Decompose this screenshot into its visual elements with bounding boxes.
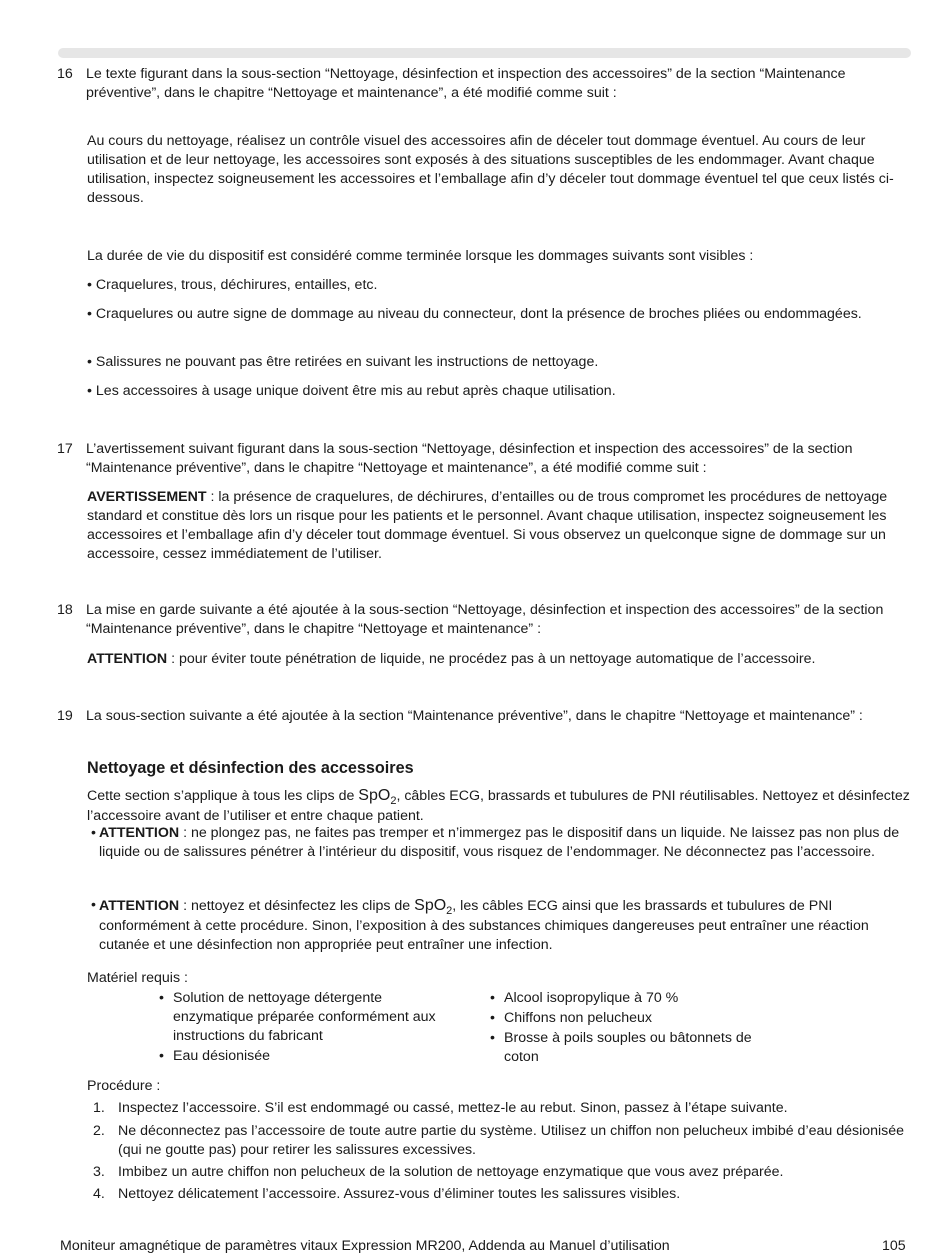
list-item: • Alcool isopropylique à 70 % (490, 990, 679, 1006)
paragraph-intro: La durée de vie du dispositif est considéré comme terminée lorsque les dommages suivants sont visibles : (87, 248, 754, 264)
section-heading: Nettoyage et désinfection des accessoires (87, 759, 414, 777)
footer-title: Moniteur amagnétique de paramètres vitaux Expression MR200, Addenda au Manuel d’utilisation (60, 1238, 670, 1254)
procedure-step: 4. Nettoyez délicatement l’accessoire. Assurez-vous d’éliminer toutes les salissures visibles. (93, 1186, 681, 1202)
procedure-step: 2. Ne déconnectez pas l’accessoire de toute autre partie du système. Utilisez un chiffon non pelucheux imbibé d’eau désionisée (qui ne goutte pas) pour retirer les salissures excessives. (93, 1123, 905, 1158)
item-number: 19 (57, 708, 73, 724)
bullet-item: • Craquelures ou autre signe de dommage au niveau du connecteur, dont la présence de broches pliées ou endommagées. (87, 306, 862, 322)
item-text: L’avertissement suivant figurant dans la sous-section “Nettoyage, désinfection et inspection des accessoires” de la section “Maintenance préventive”, dans le chapitre “Nettoyage et maintenance”, a été modifié comme suit : (86, 441, 853, 476)
caution-label: ATTENTION (87, 651, 168, 667)
materials-list-left (159, 989, 464, 1067)
caution-text: : pour éviter toute pénétration de liquide, ne procédez pas à un nettoyage automatique de l’accessoire. (167, 651, 816, 667)
caution-bullet (91, 824, 913, 862)
bullet-item: • Les accessoires à usage unique doivent être mis au rebut après chaque utilisation. (87, 383, 616, 399)
page-number: 105 (882, 1238, 906, 1254)
paragraph: Au cours du nettoyage, réalisez un contrôle visuel des accessoires afin de déceler tout dommage éventuel. Au cours de leur utilisation et de leur nettoyage, les accessoires sont exposés à des situations susceptibles de les endommager. Avant chaque utilisation, inspectez soigneusement les accessoires et l’emballage afin d’y déceler tout dommage éventuel tel que ceux listés ci-dessous. (87, 133, 894, 206)
caution-text: : nettoyez et désinfectez les clips de (179, 898, 415, 914)
item-number: 16 (57, 66, 73, 82)
caution-label: ATTENTION (99, 825, 180, 841)
intro-text: Cette section s’applique à tous les clips de (87, 788, 359, 804)
bullet-dot: • (91, 825, 96, 841)
procedure-label: Procédure : (87, 1078, 161, 1094)
item-text: La mise en garde suivante a été ajoutée à la sous-section “Nettoyage, désinfection et inspection des accessoires” de la section “Maintenance préventive”, dans le chapitre “Nettoyage et maintenance” : (86, 602, 884, 637)
item-text: La sous-section suivante a été ajoutée à la section “Maintenance préventive”, dans le chapitre “Nettoyage et maintenance” : (86, 708, 863, 724)
warning-text: : la présence de craquelures, de déchirures, d’entailles ou de trous compromet les procédures de nettoyage standard et constitue dès lors un risque pour les patients et le personnel. Avant chaque utilisation, inspectez soigneusement les accessoires et l’emballage afin d’y déceler tout dommage éventuel. Si vous observez un quelconque signe de dommage sur un accessoire, cessez immédiatement de l’utiliser. (87, 489, 888, 562)
bullet-dot: • (91, 897, 96, 913)
caution-text: : ne plongez pas, ne faites pas tremper et n’immergez pas le dispositif dans un liquide. Ne laissez pas non plus de liquide ou de salissures pénétrer à l’intérieur du dispositif, vous risquez de l’endommager. Ne déconnectez pas l’accessoire. (99, 825, 900, 860)
item-text: Le texte figurant dans la sous-section “Nettoyage, désinfection et inspection des accessoires” de la section “Maintenance préventive”, dans le chapitre “Nettoyage et maintenance”, a été modifié comme suit : (86, 66, 846, 101)
spo2-label (358, 787, 397, 807)
caution-note (87, 650, 912, 669)
spo-text: SpO (414, 897, 447, 914)
list-item: • Brosse à poils souples ou bâtonnets de coton (490, 1030, 752, 1065)
section-intro (87, 786, 912, 826)
list-item: • Eau désionisée (159, 1048, 271, 1064)
materials-label: Matériel requis : (87, 970, 188, 986)
spo-text: SpO (358, 787, 391, 804)
item-number: 18 (57, 602, 73, 618)
spo-subscript: 2 (390, 795, 397, 807)
spo-subscript: 2 (446, 905, 453, 917)
caution-text: , les câbles ECG ainsi que les brassards et tubulures de PNI conformément à cette procédure. Sinon, l’exposition à des substances chimiques dangereuses peut entraîner une réaction cutanée et une désinfection non appropriée peut entraîner une infection. (99, 898, 869, 953)
list-item: • Chiffons non pelucheux (490, 1010, 653, 1026)
bullet-item: • Craquelures, trous, déchirures, entailles, etc. (87, 277, 378, 293)
item-number: 17 (57, 441, 73, 457)
list-item: • Solution de nettoyage détergente enzymatique préparée conformément aux instructions du fabricant (159, 990, 436, 1044)
bullet-item: • Salissures ne pouvant pas être retirées en suivant les instructions de nettoyage. (87, 354, 599, 370)
procedure-step: 1. Inspectez l’accessoire. S’il est endommagé ou cassé, mettez-le au rebut. Sinon, passez à l’étape suivante. (93, 1100, 788, 1116)
header-bar (58, 48, 911, 58)
warning-label: AVERTISSEMENT (87, 489, 207, 505)
spo2-label (414, 897, 453, 917)
caution-bullet (91, 896, 913, 955)
warning-note (87, 488, 912, 564)
caution-label: ATTENTION (99, 898, 180, 914)
materials-list-right (490, 989, 780, 1068)
intro-text: , câbles ECG, brassards et tubulures de PNI réutilisables. Nettoyez et désinfectez l’accessoire avant de l’utiliser et entre chaque patient. (87, 788, 910, 824)
procedure-step: 3. Imbibez un autre chiffon non pelucheux de la solution de nettoyage enzymatique que vous avez préparée. (93, 1164, 784, 1180)
